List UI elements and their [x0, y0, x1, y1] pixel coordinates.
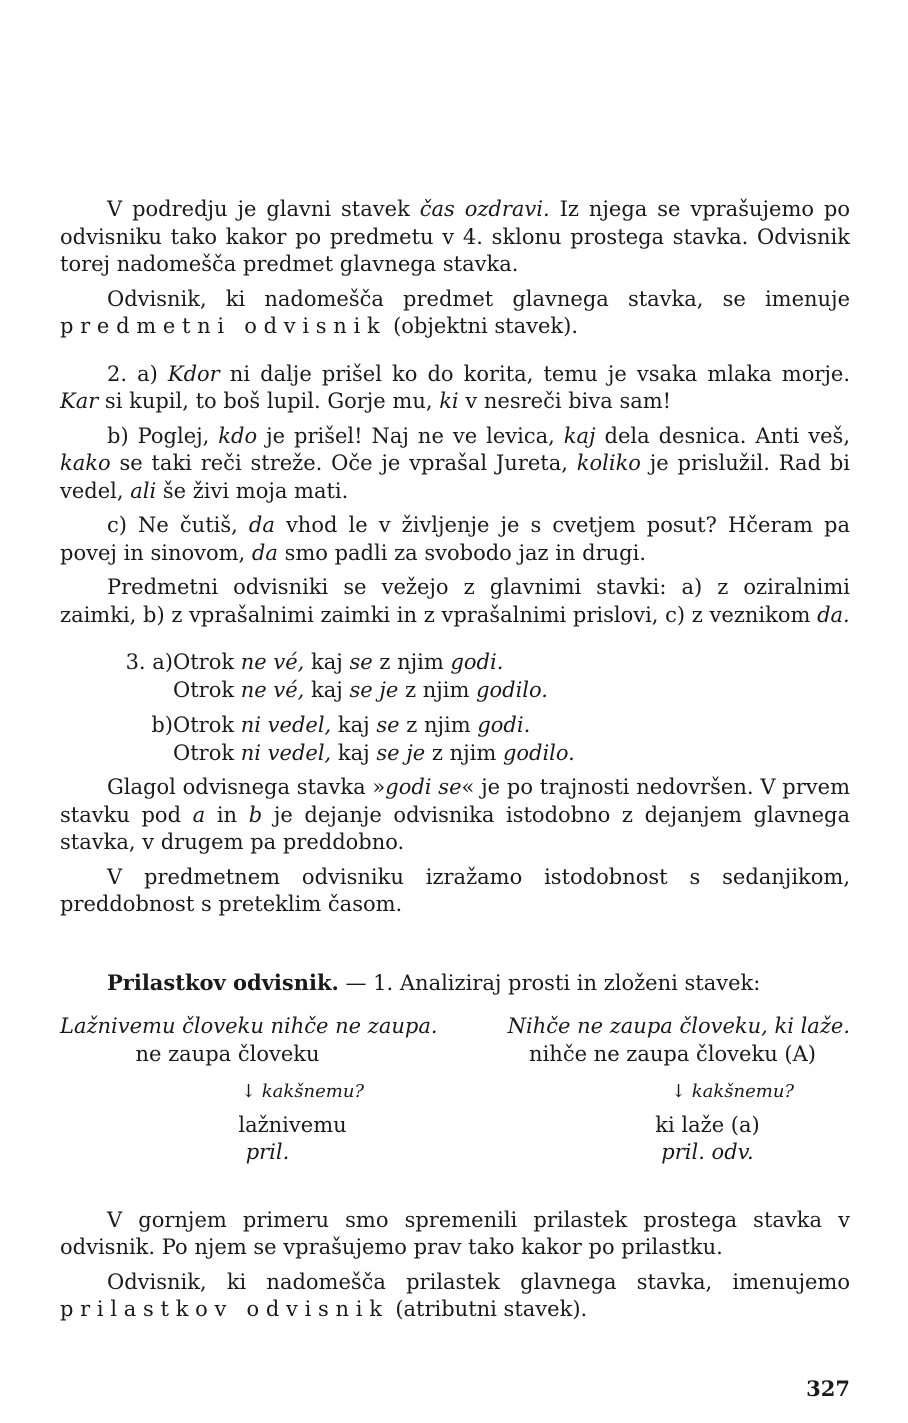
italic-text: da	[251, 540, 278, 565]
italic-text: kdo	[218, 423, 258, 448]
text: — 1. Analiziraj prosti in zloženi stavek:	[338, 970, 761, 995]
text: 2. a)	[107, 361, 168, 386]
text: kaj	[331, 740, 377, 765]
text: in	[205, 802, 249, 827]
example-3	[60, 649, 850, 767]
italic-text: ne vé,	[240, 650, 305, 674]
paragraph	[60, 574, 850, 629]
example-2c	[60, 512, 850, 567]
paragraph: V predmetnem odvisniku izražamo istodobnost s sedanjikom, preddobnost s preteklim časom.	[60, 864, 850, 916]
text: je prišel! Naj ne ve levica,	[257, 423, 564, 448]
text: vhod le v življenje je s cvetjem posut? Hčeram pa povej in sinovom,	[60, 513, 850, 565]
italic-text: ki	[439, 389, 459, 413]
italic-text: godilo.	[502, 740, 575, 765]
analysis-example	[60, 1013, 850, 1167]
text: kaj	[331, 713, 377, 737]
clause-row	[60, 1112, 850, 1140]
example-lines	[173, 649, 548, 704]
left-word: lažnivemu	[238, 1112, 347, 1137]
right-tag: pril. odv.	[661, 1140, 754, 1164]
text: je dejanje odvisnika istodobno z dejanjem glavnega stavka, v drugem pa preddobno.	[60, 802, 850, 854]
text: Odvisnik, ki nadomešča predmet glavnega stavka, se imenuje	[107, 286, 850, 311]
text: kaj	[304, 677, 350, 702]
italic-text: godilo.	[476, 677, 548, 702]
right-question	[455, 1078, 850, 1106]
text: Otrok	[173, 740, 241, 765]
paragraph: V gornjem primeru smo spremenili prilastek prostega stavka v odvisnik. Po njem se vprašujemo prav tako kakor po prilastku.	[60, 1207, 850, 1259]
text: V podredju je glavni stavek	[107, 197, 420, 221]
italic-text: da	[248, 513, 275, 537]
italic-text: kaj	[563, 423, 596, 448]
italic-text: koliko	[576, 451, 641, 475]
example-3a-block	[60, 649, 850, 704]
question-text: kakšnemu?	[691, 1081, 795, 1102]
example-3b-block	[60, 712, 850, 767]
example-line	[173, 649, 548, 677]
left-tag: pril.	[245, 1140, 290, 1164]
spaced-term: prilastkov odvisnik	[60, 1297, 389, 1321]
example-2b	[60, 423, 850, 506]
example-label	[60, 649, 173, 704]
arrow-down-icon: ↓	[240, 1081, 256, 1102]
text: še živi moja mati.	[156, 478, 349, 503]
text: Otrok	[173, 713, 241, 737]
text: dela desnica. Anti veš,	[595, 423, 850, 448]
italic-text: da.	[817, 602, 850, 627]
text: se taki reči streže. Oče je vprašal Jureta,	[110, 451, 577, 475]
italic-text: se je	[349, 677, 399, 702]
text: Glagol odvisnega stavka »	[107, 775, 386, 799]
example-line	[173, 712, 575, 740]
text: Odvisnik, ki nadomešča prilastek glavnega stavka, imenujemo	[107, 1269, 850, 1294]
text: je prislužil. Rad bi vedel,	[60, 451, 850, 503]
text: v nesreči biva sam!	[458, 389, 672, 413]
main-clauses	[60, 1041, 850, 1069]
text: Predmetni odvisniki se vežejo z glavnimi stavki: a) z oziralnimi zaimki, b) z vprašalnimi zaimki in z vprašalnimi prislovi, c) z veznikom	[60, 575, 850, 627]
text: ni dalje prišel ko do korita, temu je vsaka mlaka morje.	[219, 361, 850, 386]
italic-text: a	[192, 802, 206, 827]
spaced-term: predmetni odvisnik	[60, 314, 387, 338]
paragraph	[60, 774, 850, 857]
example-line	[173, 677, 548, 705]
italic-text: ni vedel,	[240, 740, 332, 765]
italic-text: se	[349, 650, 373, 674]
text: Iz njega se vprašujemo po odvisniku tako kakor po predmetu v 4. sklonu prostega stavka. Odvisnik torej nadomešča predmet glavnega stavka.	[60, 197, 851, 276]
text: z njim	[372, 650, 451, 674]
right-word: ki laže (a)	[655, 1112, 760, 1137]
example-sentences	[60, 1013, 850, 1041]
text: z njim	[425, 740, 503, 765]
italic-text: ne vé,	[240, 677, 305, 702]
example-line	[173, 740, 575, 768]
text: si kupil, to boš lupil. Gorje mu,	[98, 389, 440, 413]
text: (atributni stavek).	[388, 1297, 588, 1321]
italic-text: ni vedel,	[240, 713, 332, 737]
italic-text: se je	[376, 740, 426, 765]
text: « je po trajnosti nedovršen. V prvem stavku pod	[60, 775, 850, 827]
paragraph	[60, 286, 850, 341]
text: c) Ne čutiš,	[107, 513, 249, 537]
arrow-down-icon: ↓	[670, 1081, 686, 1102]
text: Otrok	[173, 650, 241, 674]
italic-text: čas ozdravi.	[419, 197, 550, 221]
example-label	[60, 712, 173, 767]
left-question	[60, 1078, 455, 1106]
tag-row	[60, 1139, 850, 1167]
page-number: 327	[806, 1376, 850, 1401]
question-row	[60, 1078, 850, 1106]
text: z njim	[399, 713, 478, 737]
simple-sentence: Lažnivemu človeku nihče ne zaupa.	[60, 1014, 438, 1038]
paragraph	[60, 1269, 850, 1324]
italic-text: se	[376, 713, 400, 737]
section-heading	[60, 969, 850, 998]
text: smo padli za svobodo jaz in drugi.	[277, 540, 647, 565]
right-main: nihče ne zaupa človeku (A)	[529, 1041, 816, 1066]
italic-text: ali	[130, 478, 157, 503]
italic-text: godi.	[477, 713, 531, 737]
example-2a	[60, 361, 850, 416]
page-body	[60, 196, 850, 1324]
italic-text: Kar	[60, 389, 99, 413]
italic-text: b	[248, 802, 263, 827]
label-text: 3. a)	[125, 650, 173, 674]
text: z njim	[398, 677, 477, 702]
paragraph	[60, 196, 850, 279]
complex-sentence: Nihče ne zaupa človeku, ki laže.	[507, 1014, 850, 1038]
italic-text: godi.	[450, 650, 504, 674]
label-text: b)	[151, 713, 173, 737]
left-main: ne zaupa človeku	[135, 1041, 320, 1066]
italic-text: godi se	[385, 775, 462, 799]
example-lines	[173, 712, 575, 767]
question-text: kakšnemu?	[261, 1081, 365, 1102]
text: (objektni stavek).	[386, 314, 579, 338]
italic-text: Kdor	[167, 361, 220, 386]
text: b) Poglej,	[107, 423, 219, 448]
text: kaj	[304, 650, 350, 674]
italic-text: kako	[60, 451, 111, 475]
section-title: Prilastkov odvisnik.	[107, 969, 339, 995]
text: Otrok	[173, 677, 241, 702]
